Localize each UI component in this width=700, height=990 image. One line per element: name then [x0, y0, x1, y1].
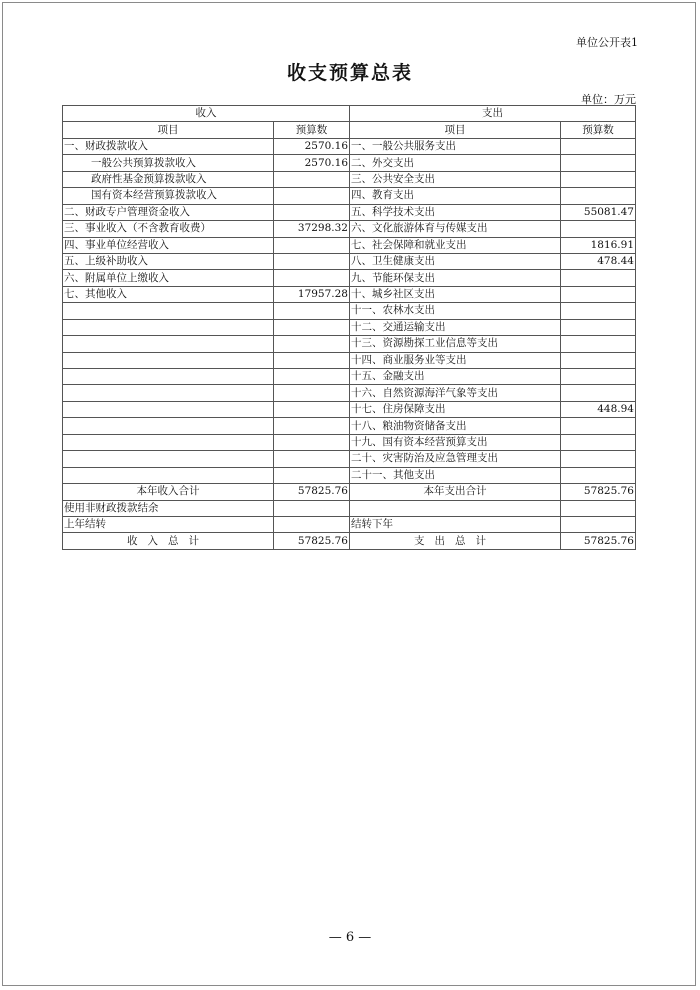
income-item-name: 一、财政拨款收入: [63, 138, 274, 154]
income-item-name: [63, 369, 274, 385]
expense-item-name: 七、社会保障和就业支出: [350, 237, 561, 253]
table-row: [63, 171, 636, 187]
income-item-name: 政府性基金预算拨款收入: [63, 171, 274, 187]
expense-amount-header: 预算数: [561, 122, 636, 138]
income-item-amount: [274, 270, 350, 286]
expense-item-name: 四、教育支出: [350, 188, 561, 204]
carry-next-amount: [561, 516, 636, 532]
non-fiscal-balance-amount: [274, 500, 350, 516]
income-item-amount: [274, 451, 350, 467]
income-item-name: 六、附属单位上缴收入: [63, 270, 274, 286]
form-code: 单位公开表1: [576, 36, 638, 49]
income-item-name: 五、上级补助收入: [63, 253, 274, 269]
table-row: [63, 155, 636, 171]
year-income-amount: 57825.76: [274, 484, 350, 500]
expense-item-name: 十一、农林水支出: [350, 303, 561, 319]
income-item-amount: [274, 467, 350, 483]
expense-item-name: 十八、粮油物资储备支出: [350, 418, 561, 434]
income-item-amount: [274, 204, 350, 220]
empty-cell: [350, 500, 561, 516]
table-row: [63, 352, 636, 368]
expense-item-amount: [561, 467, 636, 483]
budget-summary-table: [62, 105, 636, 550]
income-item-header: 项目: [63, 122, 274, 138]
income-item-amount: [274, 237, 350, 253]
expense-item-amount: [561, 385, 636, 401]
table-row: [63, 336, 636, 352]
expense-header: 支出: [350, 106, 636, 122]
expense-total-amount: 57825.76: [561, 533, 636, 549]
unit-label: 单位：万元: [581, 93, 636, 106]
table-row: [63, 253, 636, 269]
table-row: [63, 434, 636, 450]
income-item-name: [63, 418, 274, 434]
income-item-name: [63, 401, 274, 417]
income-amount-header: 预算数: [274, 122, 350, 138]
expense-item-name: 十六、自然资源海洋气象等支出: [350, 385, 561, 401]
income-item-name: [63, 385, 274, 401]
income-item-name: [63, 303, 274, 319]
empty-cell: [561, 500, 636, 516]
table-row: [63, 303, 636, 319]
expense-item-amount: [561, 418, 636, 434]
table-row: [63, 204, 636, 220]
table-row: [63, 221, 636, 237]
carryover-row: [63, 516, 636, 532]
income-item-name: 四、事业单位经营收入: [63, 237, 274, 253]
income-item-name: [63, 336, 274, 352]
expense-item-amount: [561, 451, 636, 467]
expense-item-amount: [561, 171, 636, 187]
grand-total-row: [63, 533, 636, 549]
income-item-amount: [274, 418, 350, 434]
income-item-amount: [274, 369, 350, 385]
income-header: 收入: [63, 106, 350, 122]
expense-item-name: 十二、交通运输支出: [350, 319, 561, 335]
income-item-amount: [274, 171, 350, 187]
expense-item-name: 五、科学技术支出: [350, 204, 561, 220]
income-item-amount: [274, 303, 350, 319]
expense-item-amount: [561, 155, 636, 171]
expense-item-amount: [561, 303, 636, 319]
header-row-group: [63, 106, 636, 122]
table-row: [63, 467, 636, 483]
table-row: [63, 369, 636, 385]
income-item-name: 二、财政专户管理资金收入: [63, 204, 274, 220]
expense-item-name: 十四、商业服务业等支出: [350, 352, 561, 368]
income-item-name: [63, 451, 274, 467]
expense-item-amount: 448.94: [561, 401, 636, 417]
year-total-row: [63, 484, 636, 500]
income-item-name: [63, 352, 274, 368]
non-fiscal-balance-row: [63, 500, 636, 516]
expense-item-name: 六、文化旅游体育与传媒支出: [350, 221, 561, 237]
expense-item-amount: [561, 221, 636, 237]
expense-item-amount: 478.44: [561, 253, 636, 269]
table-row: [63, 188, 636, 204]
expense-item-name: 八、卫生健康支出: [350, 253, 561, 269]
expense-item-amount: [561, 336, 636, 352]
income-item-amount: [274, 319, 350, 335]
income-item-amount: 2570.16: [274, 155, 350, 171]
expense-item-name: 十九、国有资本经营预算支出: [350, 434, 561, 450]
table-row: [63, 401, 636, 417]
expense-item-name: 十七、住房保障支出: [350, 401, 561, 417]
carry-next-label: 结转下年: [350, 516, 561, 532]
income-total-label: 收入总计: [63, 533, 274, 549]
income-item-name: [63, 467, 274, 483]
expense-item-amount: [561, 286, 636, 302]
income-item-amount: [274, 352, 350, 368]
table-row: [63, 237, 636, 253]
income-item-name: 一般公共预算拨款收入: [63, 155, 274, 171]
expense-item-amount: 1816.91: [561, 237, 636, 253]
table-row: [63, 418, 636, 434]
income-item-name: [63, 434, 274, 450]
expense-item-name: 二、外交支出: [350, 155, 561, 171]
year-expense-amount: 57825.76: [561, 484, 636, 500]
page-title: 收支预算总表: [286, 62, 413, 84]
income-item-name: 国有资本经营预算拨款收入: [63, 188, 274, 204]
income-item-amount: 2570.16: [274, 138, 350, 154]
expense-item-name: 三、公共安全支出: [350, 171, 561, 187]
expense-item-amount: [561, 352, 636, 368]
expense-item-name: 二十、灾害防治及应急管理支出: [350, 451, 561, 467]
expense-item-amount: [561, 319, 636, 335]
income-item-amount: [274, 253, 350, 269]
expense-item-name: 十三、资源勘探工业信息等支出: [350, 336, 561, 352]
header-row-columns: [63, 122, 636, 138]
expense-item-amount: [561, 270, 636, 286]
expense-item-amount: [561, 138, 636, 154]
expense-item-name: 十五、金融支出: [350, 369, 561, 385]
expense-item-amount: [561, 188, 636, 204]
year-income-label: 本年收入合计: [63, 484, 274, 500]
income-item-amount: [274, 336, 350, 352]
page-number: — 6 —: [328, 930, 372, 945]
income-item-amount: [274, 188, 350, 204]
expense-item-amount: [561, 369, 636, 385]
expense-item-name: 二十一、其他支出: [350, 467, 561, 483]
table-row: [63, 138, 636, 154]
income-item-amount: 17957.28: [274, 286, 350, 302]
income-item-amount: [274, 401, 350, 417]
expense-item-amount: [561, 434, 636, 450]
non-fiscal-balance-label: 使用非财政拨款结余: [63, 500, 274, 516]
year-expense-label: 本年支出合计: [350, 484, 561, 500]
table-row: [63, 319, 636, 335]
table-row: [63, 451, 636, 467]
income-item-name: 三、事业收入（不含教育收费）: [63, 221, 274, 237]
income-item-amount: [274, 385, 350, 401]
table-row: [63, 270, 636, 286]
expense-total-label: 支出总计: [350, 533, 561, 549]
income-item-name: 七、其他收入: [63, 286, 274, 302]
expense-item-header: 项目: [350, 122, 561, 138]
expense-item-name: 九、节能环保支出: [350, 270, 561, 286]
expense-item-name: 一、一般公共服务支出: [350, 138, 561, 154]
table-row: [63, 286, 636, 302]
table-row: [63, 385, 636, 401]
prev-year-carry-label: 上年结转: [63, 516, 274, 532]
income-item-name: [63, 319, 274, 335]
expense-item-name: 十、城乡社区支出: [350, 286, 561, 302]
expense-item-amount: 55081.47: [561, 204, 636, 220]
income-item-amount: [274, 434, 350, 450]
income-item-amount: 37298.32: [274, 221, 350, 237]
income-total-amount: 57825.76: [274, 533, 350, 549]
prev-year-carry-amount: [274, 516, 350, 532]
